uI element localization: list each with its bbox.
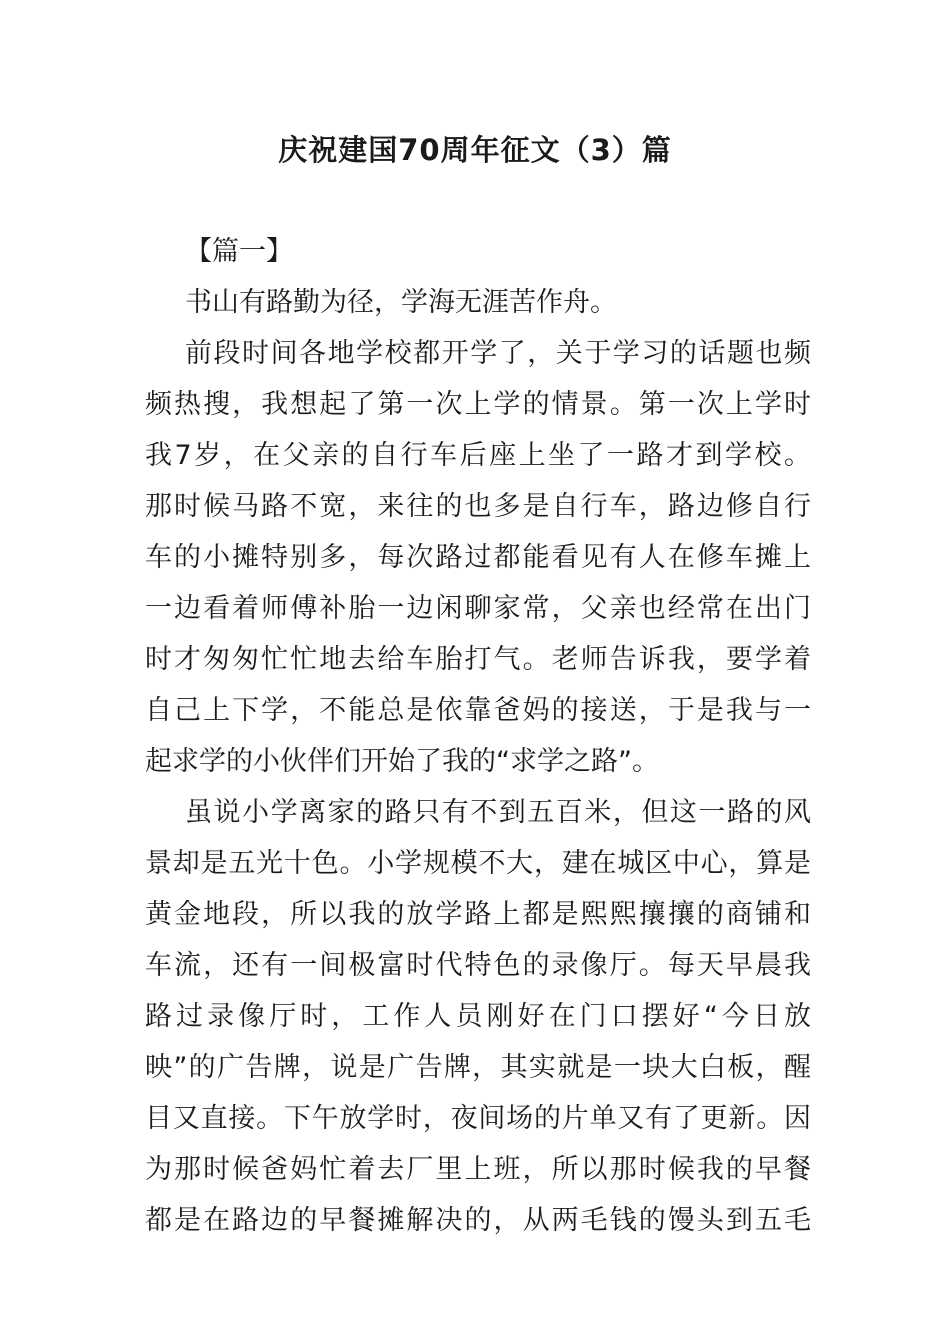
text-line: 景却是五光十色。小学规模不大，建在城区中心，算是: [145, 848, 811, 879]
text-line: 虽说小学离家的路只有不到五百米，但这一路的风: [185, 797, 811, 828]
text-line: 前段时间各地学校都开学了，关于学习的话题也频: [185, 338, 811, 369]
text-line: 路过录像厅时，工作人员刚好在门口摆好“今日放: [145, 1001, 811, 1032]
text-line: 目又直接。下午放学时，夜间场的片单又有了更新。因: [145, 1103, 811, 1134]
text-line: 车的小摊特别多，每次路过都能看见有人在修车摊上: [145, 542, 811, 573]
text-line: 车流，还有一间极富时代特色的录像厅。每天早晨我: [145, 950, 811, 981]
text-line: 频热搜，我想起了第一次上学的情景。第一次上学时: [145, 389, 811, 420]
text-line: 【篇一】: [185, 236, 293, 267]
document-title: 庆祝建国70周年征文（3）篇: [278, 133, 672, 167]
text-line: 都是在路边的早餐摊解决的，从两毛钱的馒头到五毛: [145, 1205, 811, 1236]
text-line: 自己上下学，不能总是依靠爸妈的接送，于是我与一: [145, 695, 811, 726]
text-line: 映”的广告牌，说是广告牌，其实就是一块大白板，醒: [145, 1052, 811, 1083]
document-body: [145, 226, 811, 1246]
text-line: 起求学的小伙伴们开始了我的“求学之路”。: [145, 746, 659, 777]
text-line: 书山有路勤为径，学海无涯苦作舟。: [185, 287, 617, 318]
text-line: 一边看着师傅补胎一边闲聊家常，父亲也经常在出门: [145, 593, 811, 624]
text-line: 为那时候爸妈忙着去厂里上班，所以那时候我的早餐: [145, 1154, 811, 1185]
text-line: 那时候马路不宽，来往的也多是自行车，路边修自行: [145, 491, 811, 522]
text-line: 时才匆匆忙忙地去给车胎打气。老师告诉我，要学着: [145, 644, 811, 675]
text-line: 我7岁，在父亲的自行车后座上坐了一路才到学校。: [145, 440, 811, 471]
text-line: 黄金地段，所以我的放学路上都是熙熙攘攘的商铺和: [145, 899, 811, 930]
